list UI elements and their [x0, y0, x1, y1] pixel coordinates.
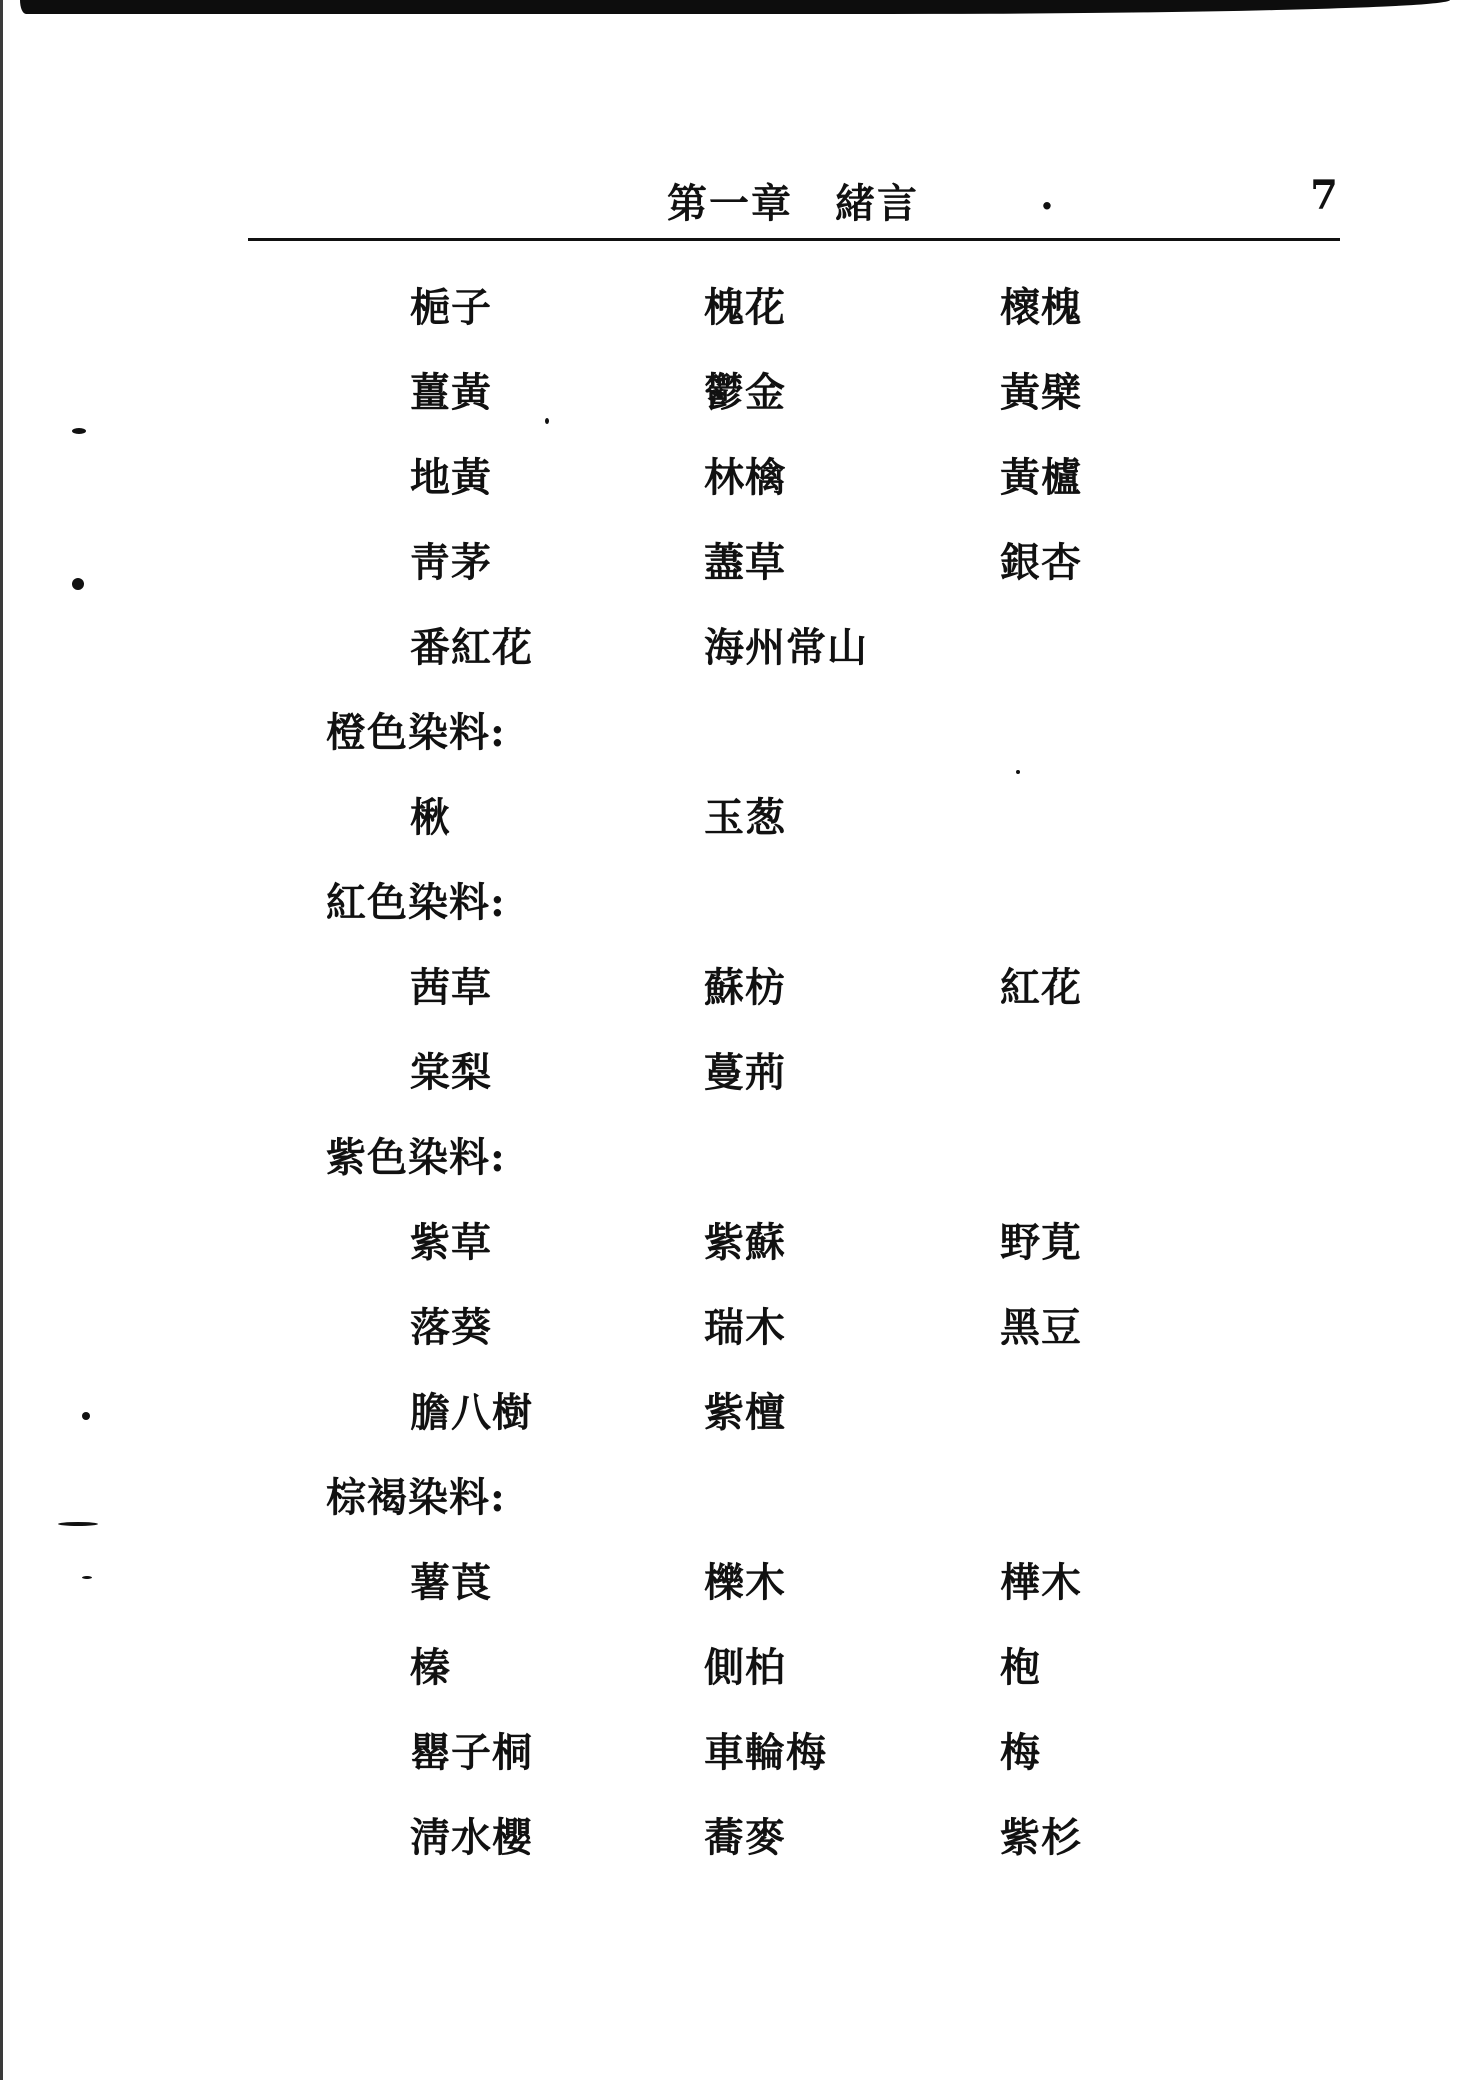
- list-row: [326, 620, 1226, 705]
- scan-top-edge: [20, 0, 1450, 14]
- plant-name: 地黃: [410, 454, 492, 501]
- plant-name: 淸水櫻: [410, 1814, 533, 1861]
- list-row: [326, 1300, 1226, 1385]
- plant-name: 黃櫨: [1000, 454, 1082, 501]
- plant-name: 玉葱: [704, 794, 786, 841]
- plant-name: 藎草: [704, 539, 786, 586]
- plant-name: 鬱金: [704, 369, 786, 416]
- plant-name: 罌子桐: [410, 1729, 533, 1776]
- plant-name: 黑豆: [1000, 1304, 1082, 1351]
- plant-name: 梔子: [410, 284, 492, 331]
- scan-speck: [58, 1522, 98, 1526]
- plant-name: 銀杏: [1000, 539, 1082, 586]
- list-row: [326, 1045, 1226, 1130]
- plant-name: 紅花: [1000, 964, 1082, 1011]
- plant-name: 薯莨: [410, 1559, 492, 1606]
- scan-speck: [72, 578, 84, 590]
- list-row: [326, 535, 1226, 620]
- plant-name: 海州常山: [704, 624, 868, 671]
- scan-speck: [72, 428, 86, 434]
- list-row: [326, 960, 1226, 1045]
- plant-name: 林檎: [704, 454, 786, 501]
- plant-name: 瑞木: [704, 1304, 786, 1351]
- dye-plant-list: [326, 280, 1226, 1895]
- list-row: [326, 790, 1226, 875]
- list-row: [326, 1810, 1226, 1895]
- chapter-title: 第一章 緒言: [667, 180, 919, 227]
- scan-speck: [545, 418, 549, 424]
- list-row: [326, 280, 1226, 365]
- plant-name: 榛: [410, 1644, 451, 1691]
- plant-name: 側柏: [704, 1644, 786, 1691]
- plant-name: 紫草: [410, 1219, 492, 1266]
- plant-name: 番紅花: [410, 624, 533, 671]
- list-row: [326, 1215, 1226, 1300]
- plant-name: 楸: [410, 794, 451, 841]
- list-row: [326, 1555, 1226, 1640]
- section-heading: 紅色染料:: [326, 879, 506, 926]
- plant-name: 紫檀: [704, 1389, 786, 1436]
- scan-left-edge: [0, 0, 3, 2080]
- header-rule: [248, 238, 1340, 241]
- header-dot: .: [1040, 172, 1054, 219]
- list-row: [326, 365, 1226, 450]
- page-number: 7: [1310, 172, 1338, 219]
- list-row: [326, 1385, 1226, 1470]
- list-row: [326, 1725, 1226, 1810]
- scan-speck: [82, 1412, 90, 1420]
- plant-name: 靑茅: [410, 539, 492, 586]
- plant-name: 櫰槐: [1000, 284, 1082, 331]
- plant-name: 野莧: [1000, 1219, 1082, 1266]
- list-row: [326, 1640, 1226, 1725]
- section-heading: 棕褐染料:: [326, 1474, 506, 1521]
- plant-name: 樺木: [1000, 1559, 1082, 1606]
- list-row: [326, 450, 1226, 535]
- plant-name: 紫蘇: [704, 1219, 786, 1266]
- running-head: [248, 172, 1338, 228]
- plant-name: 膽八樹: [410, 1389, 533, 1436]
- plant-name: 蘇枋: [704, 964, 786, 1011]
- section-heading: 紫色染料:: [326, 1134, 506, 1181]
- plant-name: 落葵: [410, 1304, 492, 1351]
- plant-name: 棠梨: [410, 1049, 492, 1096]
- plant-name: 槐花: [704, 284, 786, 331]
- plant-name: 蕎麥: [704, 1814, 786, 1861]
- plant-name: 櫟木: [704, 1559, 786, 1606]
- plant-name: 車輪梅: [704, 1729, 827, 1776]
- plant-name: 茜草: [410, 964, 492, 1011]
- plant-name: 梅: [1000, 1729, 1041, 1776]
- plant-name: 蔓荊: [704, 1049, 786, 1096]
- scan-speck: [82, 1576, 92, 1579]
- scan-speck: [1016, 770, 1020, 774]
- plant-name: 黃檗: [1000, 369, 1082, 416]
- section-heading: 橙色染料:: [326, 709, 506, 756]
- plant-name: 枹: [1000, 1644, 1041, 1691]
- plant-name: 薑黃: [410, 369, 492, 416]
- plant-name: 紫杉: [1000, 1814, 1082, 1861]
